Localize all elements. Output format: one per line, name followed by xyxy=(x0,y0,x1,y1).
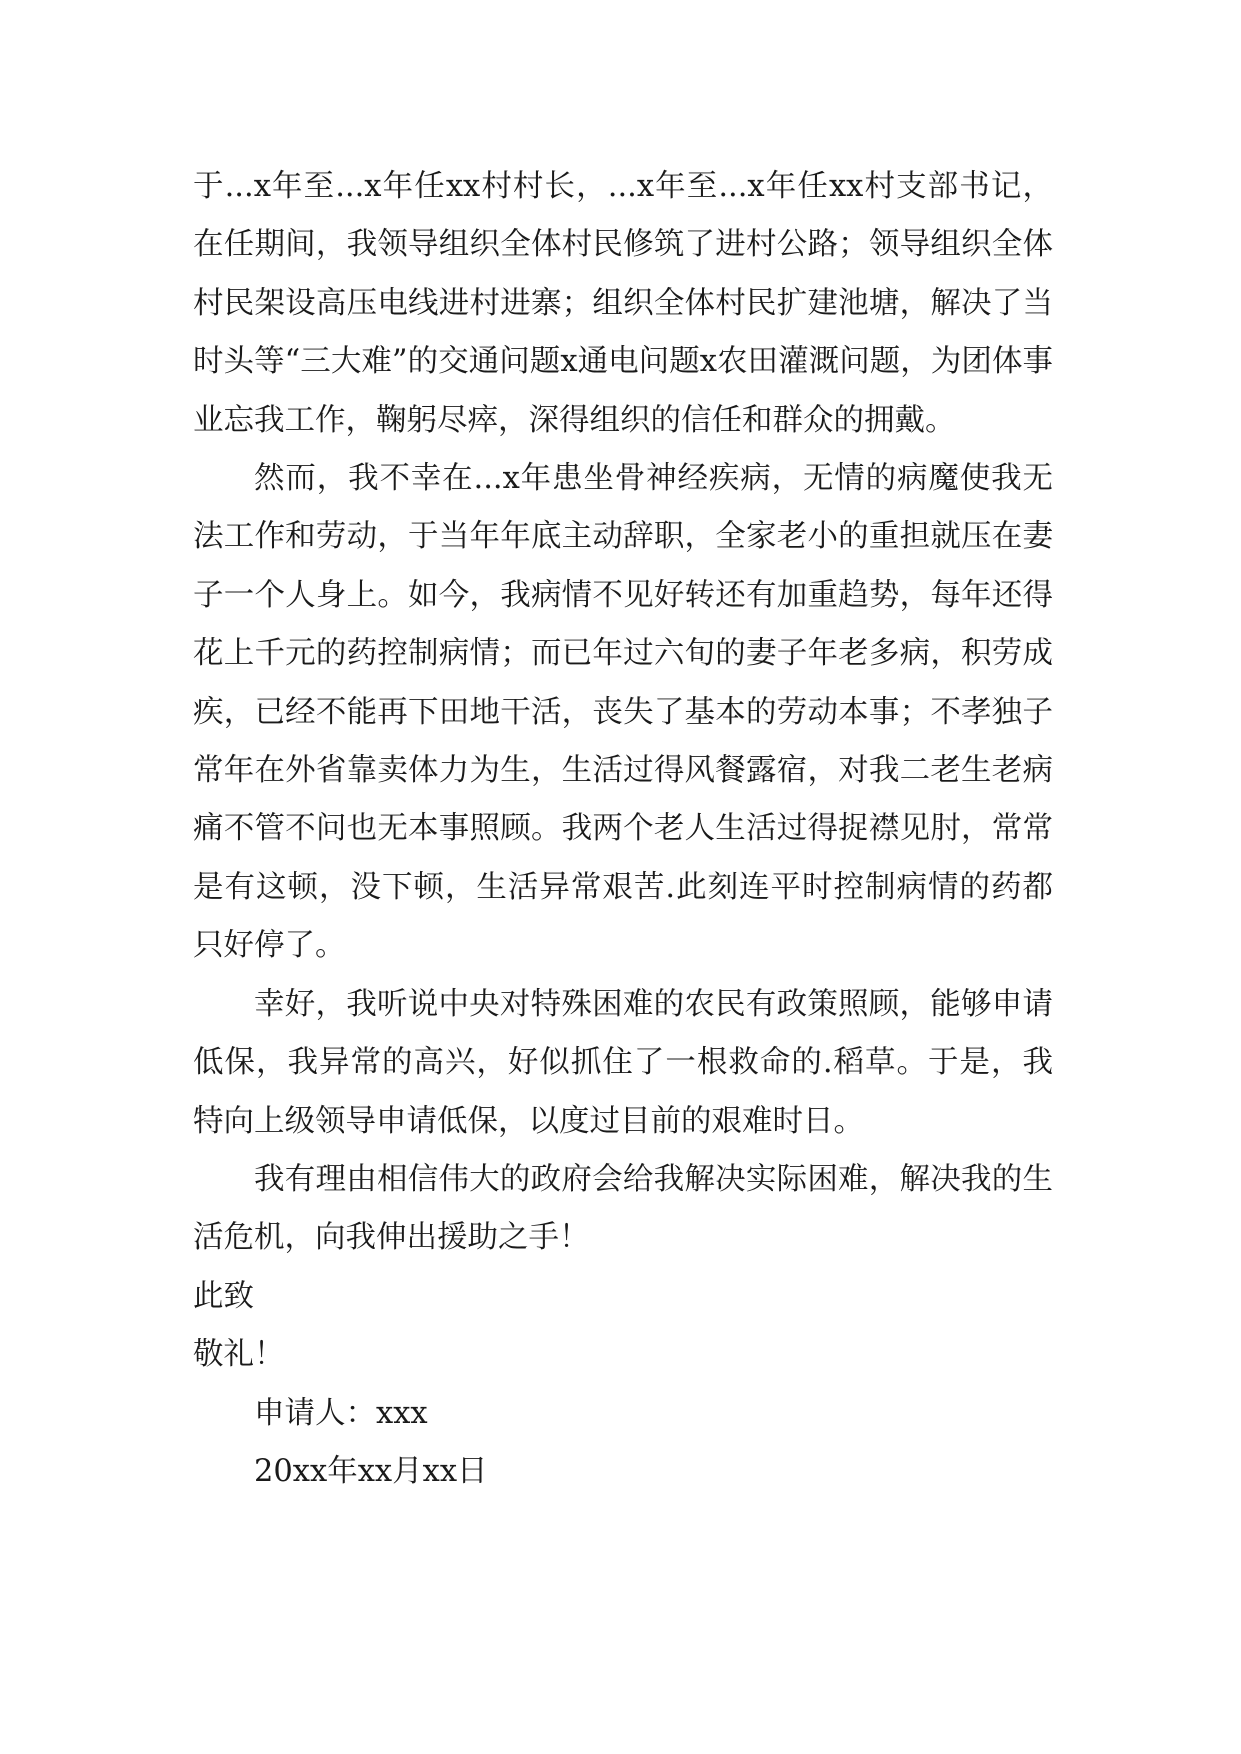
paragraph-background: 于...x年至...x年任xx村村长，...x年至...x年任xx村支部书记，在任期间，我领导组织全体村民修筑了进村公路；领导组织全体村民架设高压电线进村进寨；组织全体村民扩建池塘，解决了当时头等“三大难”的交通问题x通电问题x农田灌溉问题，为团体事业忘我工作，鞠躬尽瘁，深得组织的信任和群众的拥戴。 xyxy=(193,169,1053,438)
closing-regards: 敬礼！ xyxy=(193,1337,285,1373)
letter-date: 20xx年xx月xx日 xyxy=(254,1453,488,1489)
applicant-signature: 申请人：xxx xyxy=(254,1395,428,1431)
letter-body xyxy=(193,158,1053,1501)
paragraph-hope: 我有理由相信伟大的政府会给我解决实际困难，解决我的生活危机，向我伸出援助之手！ xyxy=(193,1161,1053,1256)
paragraph-illness: 然而，我不幸在...x年患坐骨神经疾病，无情的病魔使我无法工作和劳动，于当年年底主动辞职，全家老小的重担就压在妻子一个人身上。如今，我病情不见好转还有加重趋势，每年还得花上千元的药控制病情；而已年过六旬的妻子年老多病，积劳成疾，已经不能再下田地干活，丧失了基本的劳动本事；不孝独子常年在外省靠卖体力为生，生活过得风餐露宿，对我二老生老病痛不管不问也无本事照顾。我两个老人生活过得捉襟见肘，常常是有这顿，没下顿，生活异常艰苦.此刻连平时控制病情的药都只好停了。 xyxy=(193,461,1053,964)
closing-salutation: 此致 xyxy=(193,1278,254,1314)
paragraph-request: 幸好，我听说中央对特殊困难的农民有政策照顾，能够申请低保，我异常的高兴，好似抓住了一根救命的.稻草。于是，我特向上级领导申请低保，以度过目前的艰难时日。 xyxy=(193,986,1053,1139)
